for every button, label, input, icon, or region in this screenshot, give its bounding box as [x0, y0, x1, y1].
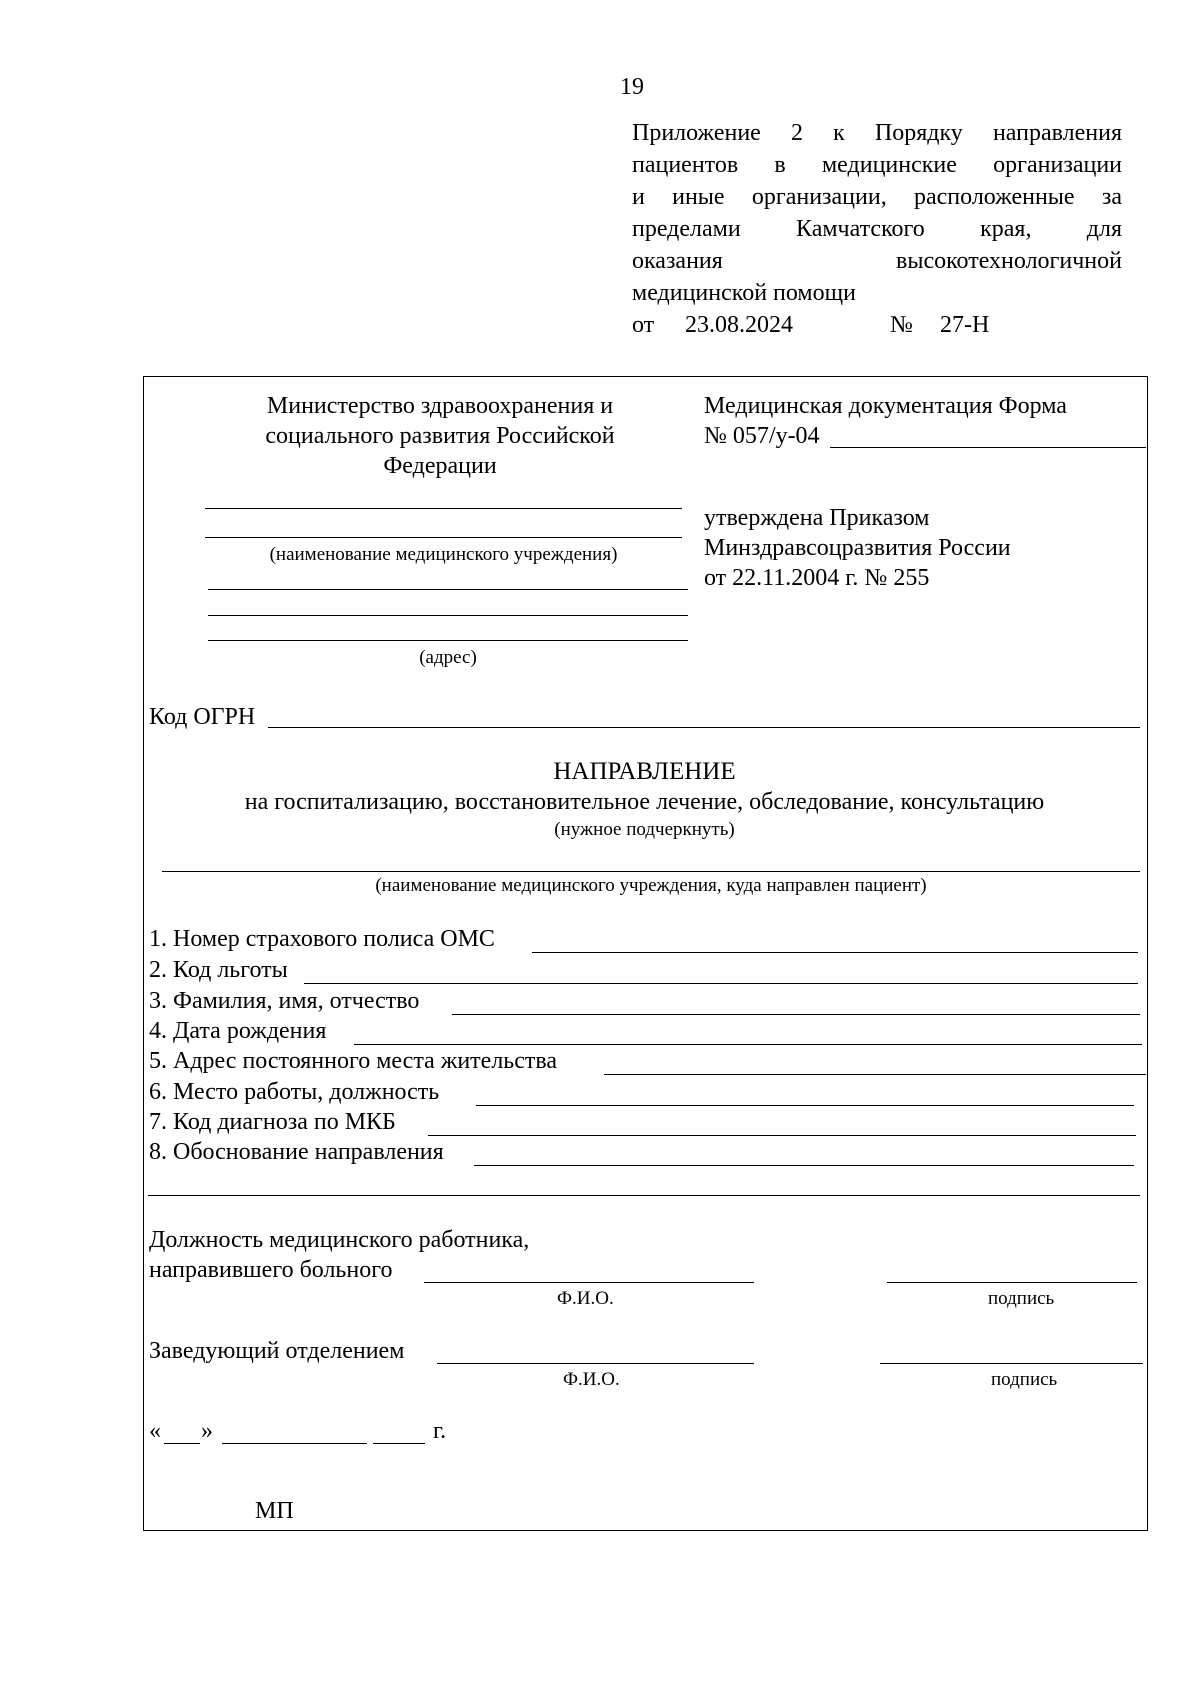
position-label-line-1: Должность медицинского работника,	[149, 1227, 530, 1253]
date-open-quote: «	[149, 1418, 161, 1444]
date-year-line[interactable]	[373, 1443, 425, 1444]
institution-name-line-2[interactable]	[205, 537, 682, 538]
head-signature-caption: подпись	[991, 1369, 1058, 1390]
appendix-date: 23.08.2024	[685, 312, 793, 338]
ogrn-label: Код ОГРН	[149, 704, 256, 730]
ogrn-line[interactable]	[268, 727, 1140, 728]
field-line-7[interactable]	[428, 1135, 1136, 1136]
appendix-date-prefix: от	[632, 312, 655, 338]
appendix-line-1: Приложение 2 к Порядку направления	[632, 120, 1122, 146]
referrer-signature-caption: подпись	[988, 1288, 1055, 1309]
head-fio-line[interactable]	[437, 1363, 754, 1364]
field-label-5: 5. Адрес постоянного места жительства	[149, 1048, 558, 1074]
address-line-2[interactable]	[208, 615, 688, 616]
referrer-fio-line[interactable]	[424, 1282, 754, 1283]
institution-caption: (наименование медицинского учреждения)	[269, 544, 618, 565]
field-label-8: 8. Обоснование направления	[149, 1139, 444, 1165]
date-year-suffix: г.	[433, 1418, 447, 1444]
form-title: НАПРАВЛЕНИЕ	[553, 758, 736, 785]
field-label-4: 4. Дата рождения	[149, 1018, 327, 1044]
destination-line[interactable]	[162, 871, 1140, 872]
stamp-label: МП	[255, 1498, 294, 1524]
ministry-line-3: Федерации	[383, 453, 497, 479]
appendix-last-line: медицинской помощи	[632, 280, 856, 306]
approved-line-3: от 22.11.2004 г. № 255	[704, 565, 930, 591]
field-label-1: 1. Номер страхового полиса ОМС	[149, 926, 495, 952]
ministry-line-1: Министерство здравоохранения и	[266, 393, 614, 419]
field-line-3[interactable]	[452, 1014, 1140, 1015]
head-fio-caption: Ф.И.О.	[563, 1369, 620, 1390]
form-subtitle-note: (нужное подчеркнуть)	[554, 819, 735, 840]
appendix-line-5: оказания высокотехнологичной	[632, 248, 1122, 274]
appendix-number: 27-Н	[940, 312, 990, 338]
destination-caption: (наименование медицинского учреждения, куда направлен пациент)	[375, 875, 927, 896]
field-label-6: 6. Место работы, должность	[149, 1079, 440, 1105]
field-line-5[interactable]	[604, 1074, 1146, 1075]
referrer-signature-line[interactable]	[887, 1282, 1137, 1283]
doc-label-line-2: № 057/у-04	[704, 423, 820, 449]
address-line-3[interactable]	[208, 640, 688, 641]
field-label-7: 7. Код диагноза по МКБ	[149, 1109, 396, 1135]
address-caption: (адрес)	[419, 647, 477, 668]
justification-extra-line[interactable]	[148, 1195, 1140, 1196]
field-line-6[interactable]	[476, 1105, 1134, 1106]
form-subtitle: на госпитализацию, восстановительное лечение, обследование, консультацию	[244, 789, 1045, 815]
field-line-8[interactable]	[474, 1165, 1134, 1166]
date-month-line[interactable]	[222, 1443, 367, 1444]
appendix-number-prefix: №	[890, 312, 913, 338]
approved-line-1: утверждена Приказом	[704, 505, 930, 531]
position-label-line-2: направившего больного	[149, 1257, 393, 1283]
referrer-fio-caption: Ф.И.О.	[557, 1288, 614, 1309]
field-line-2[interactable]	[304, 983, 1138, 984]
field-label-2: 2. Код льготы	[149, 957, 288, 983]
approved-line-2: Минздравсоцразвития России	[704, 535, 1011, 561]
date-day-line[interactable]	[164, 1443, 200, 1444]
appendix-line-4: пределами Камчатского края, для	[632, 216, 1122, 242]
field-label-3: 3. Фамилия, имя, отчество	[149, 988, 420, 1014]
appendix-line-3: и иные организации, расположенные за	[632, 184, 1122, 210]
appendix-line-2: пациентов в медицинские организации	[632, 152, 1122, 178]
date-close-quote: »	[201, 1418, 213, 1444]
ministry-line-2: социального развития Российской	[265, 423, 615, 449]
page-number: 19	[620, 74, 644, 100]
head-label: Заведующий отделением	[149, 1338, 405, 1364]
doc-label-line-1: Медицинская документация Форма	[704, 393, 1067, 419]
head-signature-line[interactable]	[880, 1363, 1143, 1364]
institution-name-line-1[interactable]	[205, 508, 682, 509]
address-line-1[interactable]	[208, 589, 688, 590]
field-line-4[interactable]	[354, 1044, 1142, 1045]
field-line-1[interactable]	[532, 952, 1138, 953]
doc-number-line[interactable]	[830, 447, 1146, 448]
